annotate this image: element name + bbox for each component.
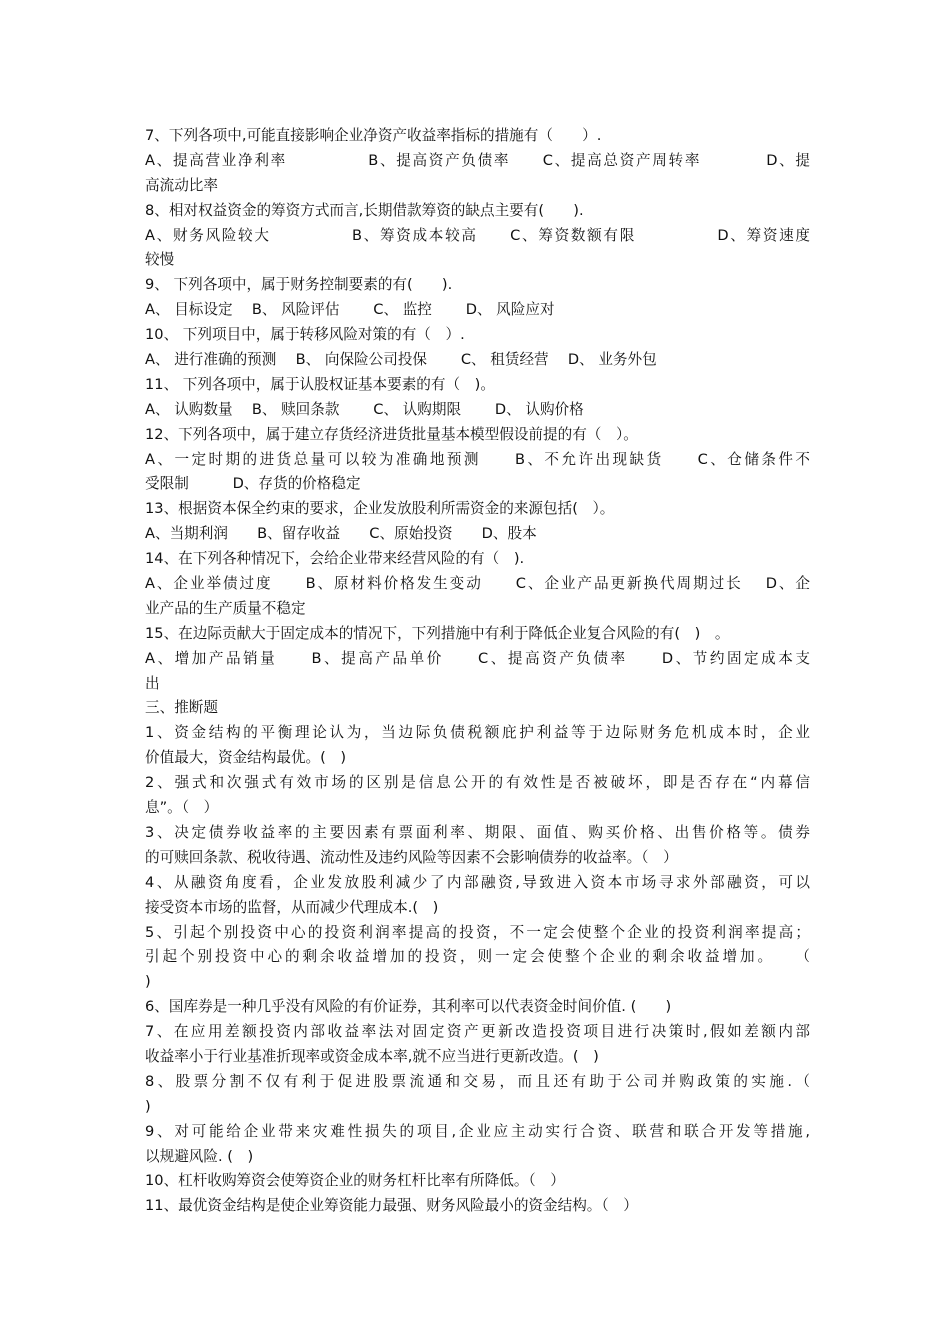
text-line: ) (145, 1097, 151, 1115)
text-line: A、财务风险较大 B、筹资成本较高 C、筹资数额有限 D、筹资速度 (145, 226, 810, 244)
text-line: 出 (145, 674, 160, 692)
text-line: A、 认购数量 B、 赎回条款 C、 认购期限 D、 认购价格 (145, 400, 584, 418)
text-line: 价值最大，资金结构最优。( ) (145, 749, 347, 767)
text-line: 2、强式和次强式有效市场的区别是信息公开的有效性是否被破坏，即是否存在“内幕信 (145, 774, 810, 792)
text-line: 引起个别投资中心的剩余收益增加的投资，则一定会使整个企业的剩余收益增加。 （ (145, 948, 810, 966)
text-line: 6、国库券是一种几乎没有风险的有价证券，其利率可以代表资金时间价值. ( ) (145, 998, 672, 1016)
text-line: ) (145, 973, 151, 991)
text-line: 息”。（ ） (145, 799, 219, 817)
text-line: 11、最优资金结构是使企业筹资能力最强、财务风险最小的资金结构。（ ） (145, 1197, 638, 1215)
text-line: 8、股票分割不仅有利于促进股票流通和交易，而且还有助于公司并购政策的实施.（ (145, 1072, 810, 1090)
text-line: 业产品的生产质量不稳定 (145, 599, 306, 617)
text-line: 10、 下列项目中，属于转移风险对策的有（ ）. (145, 326, 465, 344)
text-line: A、一定时期的进货总量可以较为准确地预测 B、不允许出现缺货 C、仓储条件不 (145, 450, 810, 468)
text-line: 11、 下列各项中，属于认股权证基本要素的有（ )。 (145, 375, 495, 393)
text-line: 15、在边际贡献大于固定成本的情况下，下列措施中有利于降低企业复合风险的有( ) 。 (145, 624, 730, 642)
text-line: 10、杠杆收购筹资会使筹资企业的财务杠杆比率有所降低。（ ） (145, 1172, 565, 1190)
text-line: 的可赎回条款、税收待遇、流动性及违约风险等因素不会影响债券的收益率。（ ） (145, 848, 678, 866)
text-line: 8、相对权益资金的筹资方式而言,长期借款筹资的缺点主要有( ). (145, 201, 584, 219)
text-line: 以规避风险. ( ) (145, 1147, 254, 1165)
text-line: 受限制 D、存货的价格稳定 (145, 475, 361, 493)
text-line: 9、对可能给企业带来灾难性损失的项目,企业应主动实行合资、联营和联合开发等措施, (145, 1122, 810, 1140)
text-line: A、当期利润 B、留存收益 C、原始投资 D、股本 (145, 525, 537, 543)
text-line: 7、在应用差额投资内部收益率法对固定资产更新改造投资项目进行决策时,假如差额内部 (145, 1023, 810, 1041)
text-line: 5、引起个别投资中心的投资利润率提高的投资，不一定会使整个企业的投资利润率提高； (145, 923, 810, 941)
text-line: 较慢 (145, 251, 175, 269)
text-line: A、增加产品销量 B、提高产品单价 C、提高资产负债率 D、节约固定成本支 (145, 649, 810, 667)
text-line: A、企业举债过度 B、原材料价格发生变动 C、企业产品更新换代周期过长 D、企 (145, 575, 810, 593)
text-line: 7、下列各项中,可能直接影响企业净资产收益率指标的措施有（ ）. (145, 127, 602, 144)
text-line: 收益率小于行业基准折现率或资金成本率,就不应当进行更新改造。( ) (145, 1047, 599, 1065)
text-line: 接受资本市场的监督，从而减少代理成本.( ) (145, 898, 439, 916)
document-body (145, 124, 810, 1219)
text-line: 三、推断题 (145, 699, 218, 717)
text-line: A、提高营业净利率 B、提高资产负债率 C、提高总资产周转率 D、提 (145, 151, 810, 169)
text-line: 14、在下列各种情况下，会给企业带来经营风险的有（ ). (145, 550, 525, 568)
text-line: 13、根据资本保全约束的要求，企业发放股利所需资金的来源包括( ）。 (145, 500, 615, 518)
text-line: 4、从融资角度看，企业发放股利减少了内部融资,导致进入资本市场寻求外部融资，可以 (145, 873, 810, 891)
text-line: A、 目标设定 B、 风险评估 C、 监控 D、 风险应对 (145, 301, 555, 319)
text-line: 3、决定债券收益率的主要因素有票面利率、期限、面值、购买价格、出售价格等。债券 (145, 823, 810, 841)
text-line: 高流动比率 (145, 176, 218, 194)
text-line: 9、 下列各项中，属于财务控制要素的有( ). (145, 276, 453, 294)
text-line: 12、下列各项中，属于建立存货经济进货批量基本模型假设前提的有（ ）。 (145, 425, 638, 443)
text-line: A、 进行准确的预测 B、 向保险公司投保 C、 租赁经营 D、 业务外包 (145, 351, 657, 369)
text-line: 1、资金结构的平衡理论认为，当边际负债税额庇护利益等于边际财务危机成本时，企业 (145, 724, 810, 742)
